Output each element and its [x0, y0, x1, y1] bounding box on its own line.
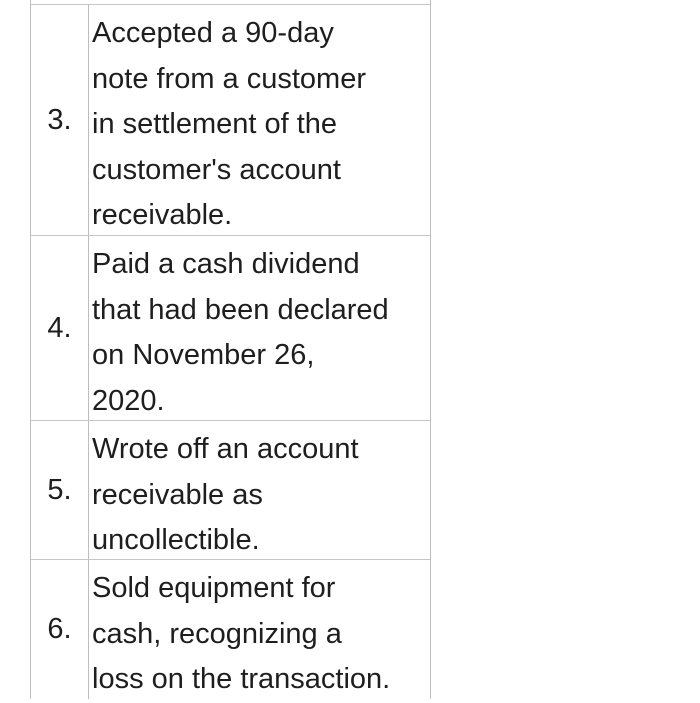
description-line: 2020.: [92, 384, 165, 417]
description-line: that had been declared: [92, 293, 389, 326]
table-row: [31, 420, 430, 559]
description-line: cash, recognizing a: [92, 617, 342, 650]
row-description: [89, 5, 430, 235]
row-description: [89, 236, 430, 420]
row-number: 3.: [31, 5, 89, 235]
row-description: [89, 560, 430, 699]
description-line: loss on the transaction.: [92, 663, 391, 695]
table-row: [31, 235, 430, 420]
description-line: receivable as: [92, 478, 263, 511]
description-line: receivable.: [92, 199, 233, 231]
description-line: note from a customer: [92, 62, 366, 95]
description-line: Paid a cash dividend: [92, 248, 360, 280]
transactions-table: [30, 0, 431, 699]
description-line: in settlement of the: [92, 108, 338, 140]
description-line: Wrote off an account: [92, 433, 359, 465]
row-number: 6.: [31, 560, 89, 699]
description-line: uncollectible.: [92, 524, 260, 556]
row-number: 4.: [31, 236, 89, 420]
description-line: on November 26,: [92, 339, 315, 371]
row-description: [89, 421, 430, 559]
description-line: Sold equipment for: [92, 572, 336, 604]
description-line: Accepted a 90-day: [92, 17, 334, 49]
table-row: [31, 4, 430, 235]
row-number: 5.: [31, 421, 89, 559]
table-row: [31, 559, 430, 699]
description-line: customer's account: [92, 153, 341, 186]
